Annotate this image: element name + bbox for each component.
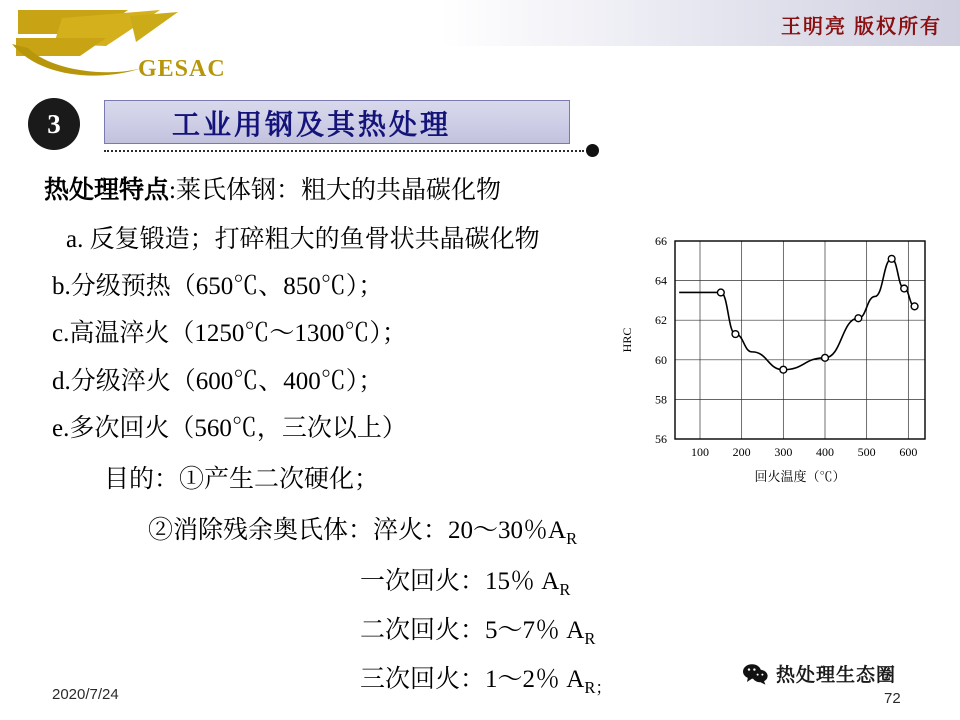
chart-data-point	[855, 315, 862, 322]
body-line-1	[44, 170, 501, 206]
y-tick-label: 56	[655, 432, 667, 446]
y-tick-label: 60	[655, 352, 667, 367]
body-line-3: b.分级预热（650℃、850℃）；	[52, 273, 384, 300]
body-line-11-text: 三次回火：1～2％ A	[360, 666, 585, 693]
body-line-1-text: :莱氏体钢：粗大的共晶碳化物	[169, 177, 501, 204]
x-tick-label: 200	[732, 445, 751, 459]
body-line-9-sub: R	[559, 580, 571, 599]
copyright-watermark: 王明亮 版权所有	[781, 16, 942, 38]
x-tick-label: 500	[857, 445, 876, 459]
title-end-dot	[586, 144, 599, 157]
body-line-10-sub: R	[584, 629, 596, 648]
chart-data-point	[901, 285, 908, 292]
chart-data-point	[911, 303, 918, 310]
page-number: 72	[884, 690, 901, 707]
body-line-6: e.多次回火（560℃，三次以上）	[52, 415, 407, 442]
body-line-2: a. 反复锻造；打碎粗大的鱼骨状共晶碳化物	[66, 226, 540, 253]
chart-data-point	[822, 354, 829, 361]
x-tick-label: 400	[816, 445, 834, 459]
y-tick-label: 64	[655, 273, 667, 288]
body-line-10-text: 二次回火：5～7％ A	[360, 617, 585, 644]
y-tick-label: 58	[655, 392, 667, 407]
slide-date: 2020/7/24	[52, 686, 119, 703]
body-line-8-sub: R	[566, 529, 578, 548]
body-line-9	[360, 561, 570, 600]
body-line-11-sub: R；	[584, 678, 612, 697]
gesac-logo	[10, 4, 240, 84]
slide-number-badge: 3	[28, 98, 80, 150]
body-line-11	[360, 659, 612, 698]
y-tick-label: 62	[655, 313, 667, 328]
x-tick-label: 600	[899, 445, 918, 459]
x-axis-label: 回火温度（℃）	[754, 469, 846, 484]
title-underline	[104, 150, 584, 152]
body-line-1-label: 热处理特点	[44, 177, 170, 204]
chart-data-point	[717, 289, 724, 296]
chart-data-point	[780, 366, 787, 373]
body-line-5: d.分级淬火（600℃、400℃）；	[52, 368, 384, 395]
hrc-tempering-chart	[612, 214, 944, 496]
x-tick-label: 100	[691, 445, 709, 459]
body-line-9-text: 一次回火：15％ A	[360, 568, 560, 595]
page-title: 工业用钢及其热处理	[172, 109, 452, 140]
footer-brand	[742, 660, 896, 687]
x-tick-label: 300	[774, 445, 793, 459]
body-line-8	[148, 510, 577, 549]
body-line-4: c.高温淬火（1250℃～1300℃）；	[52, 320, 407, 347]
body-line-8-text: ②消除残余奥氏体：淬火：20～30％A	[148, 517, 567, 544]
y-axis-label: HRC	[620, 327, 634, 353]
footer-brand-text: 热处理生态圈	[776, 665, 897, 686]
chart-data-point	[732, 331, 739, 338]
chart-plot-area	[675, 241, 925, 439]
wechat-icon	[742, 663, 768, 685]
y-tick-label: 66	[655, 234, 667, 248]
body-line-10	[360, 610, 595, 649]
body-line-7: 目的：①产生二次硬化；	[104, 466, 380, 493]
logo-text: GESAC	[138, 56, 226, 82]
chart-data-point	[888, 255, 895, 262]
